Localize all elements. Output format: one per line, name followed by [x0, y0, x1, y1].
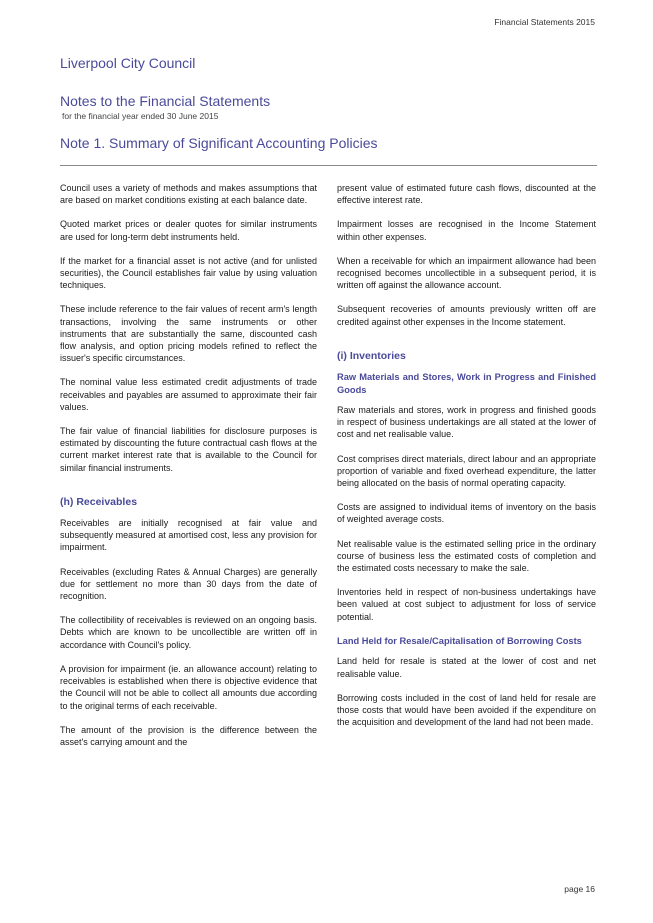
reporting-period: for the financial year ended 30 June 2015	[62, 111, 219, 121]
land-held-subheading: Land Held for Resale/Capitalisation of Borrowing Costs	[337, 635, 582, 646]
raw-materials-subheading: Raw Materials and Stores, Work in Progress and Finished Goods	[337, 372, 596, 395]
paragraph: The fair value of financial liabilities for disclosure purposes is estimated by discounting the future contractual cash flows at the current market interest rate that is available to the Council for similar financial instruments.	[60, 426, 317, 473]
paragraph: Raw materials and stores, work in progress and finished goods in respect of business undertakings are all stated at the lower of cost and net realisable value.	[337, 405, 596, 440]
note-title: Note 1. Summary of Significant Accounting Policies	[60, 135, 378, 151]
running-header: Financial Statements 2015	[494, 17, 595, 27]
paragraph: When a receivable for which an impairment allowance had been recognised becomes uncollectible in a subsequent period, it is written off against the allowance account.	[337, 255, 596, 291]
paragraph: Inventories held in respect of non-business undertakings have been valued at cost subject to adjustment for loss of service potential.	[337, 587, 596, 622]
receivables-heading: (h) Receivables	[60, 495, 138, 508]
paragraph: If the market for a financial asset is not active (and for unlisted securities), the Council establishes fair value by using valuation techniques.	[60, 255, 317, 291]
paragraph: Quoted market prices or dealer quotes for similar instruments are used for long-term debt instruments held.	[60, 219, 317, 242]
section-title: Notes to the Financial Statements	[60, 93, 271, 109]
paragraph: The collectibility of receivables is reviewed on an ongoing basis. Debts which are known to be uncollectible are written off in accordance with Council's policy.	[60, 615, 317, 650]
inventories-heading: (i) Inventories	[337, 349, 406, 362]
paragraph: Subsequent recoveries of amounts previously written off are credited against other expenses in the Income statement.	[337, 304, 596, 327]
left-column	[60, 182, 317, 760]
council-name: Liverpool City Council	[60, 55, 196, 71]
paragraph: Land held for resale is stated at the lower of cost and net realisable value.	[337, 656, 596, 679]
paragraph: Costs are assigned to individual items of inventory on the basis of weighted average costs.	[337, 502, 596, 525]
paragraph: These include reference to the fair values of recent arm's length transactions, involving the same instruments or other instruments that are substantially the same, discounted cash flow analysis, and option pricing models refined to reflect the issuer's specific circumstances.	[60, 304, 317, 364]
paragraph: Cost comprises direct materials, direct labour and an appropriate proportion of variable and fixed overhead expenditure, the latter being allocated on the basis of normal operating capacity.	[337, 453, 596, 489]
page-number: page 16	[564, 884, 595, 894]
paragraph: Council uses a variety of methods and makes assumptions that are based on market conditions existing at each balance date.	[60, 183, 317, 206]
paragraph: The amount of the provision is the difference between the asset's carrying amount and the	[60, 724, 317, 747]
paragraph: Receivables are initially recognised at fair value and subsequently measured at amortised cost, less any provision for impairment.	[60, 518, 317, 553]
right-column	[337, 182, 596, 740]
header-divider	[60, 165, 597, 166]
paragraph: Receivables (excluding Rates & Annual Charges) are generally due for settlement no more than 30 days from the date of recognition.	[60, 566, 317, 602]
paragraph: A provision for impairment (ie. an allowance account) relating to receivables is established when there is objective evidence that the Council will not be able to collect all amounts due according to the original terms of each receivable.	[60, 663, 317, 711]
paragraph: present value of estimated future cash flows, discounted at the effective interest rate.	[337, 183, 596, 206]
paragraph: Borrowing costs included in the cost of land held for resale are those costs that would have been avoided if the expenditure on the acquisition and development of the land had not been made.	[337, 692, 596, 728]
paragraph: Net realisable value is the estimated selling price in the ordinary course of business less the estimated costs of completion and the estimated costs necessary to make the sale.	[337, 538, 596, 574]
paragraph: Impairment losses are recognised in the Income Statement within other expenses.	[337, 219, 596, 242]
paragraph: The nominal value less estimated credit adjustments of trade receivables and payables are assumed to approximate their fair values.	[60, 377, 317, 412]
